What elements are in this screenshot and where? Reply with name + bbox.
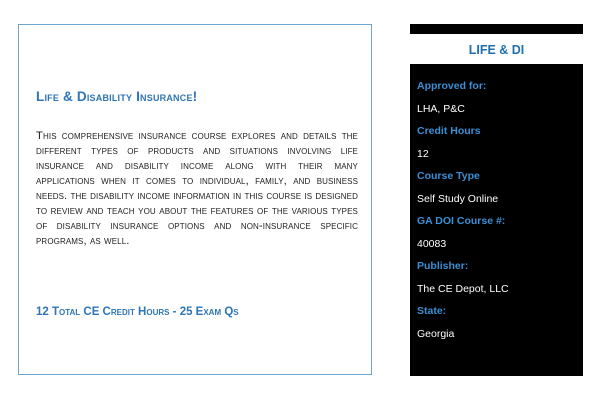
detail-ga-doi-course [417, 213, 583, 258]
course-credit-summary: 12 Total CE Credit Hours - 25 Exam Qs [36, 306, 239, 318]
detail-value: Georgia [417, 328, 455, 340]
detail-credit-hours [417, 123, 583, 168]
detail-label: State: [417, 305, 447, 317]
course-details-list [410, 64, 583, 348]
detail-state [417, 303, 583, 348]
sidebar-title: LIFE & DI [468, 43, 525, 57]
detail-label: Publisher: [417, 260, 469, 272]
detail-value: LHA, P&C [417, 103, 465, 115]
course-card [18, 24, 372, 375]
sidebar-top-bar [410, 24, 583, 34]
detail-value: Self Study Online [417, 193, 499, 205]
detail-publisher [417, 258, 583, 303]
course-description: This comprehensive insurance course explores and details the different types of products and situations involving life insurance and disability income along with their many applications when it comes to individual, family, and business needs. the disability income information in this course is designed to review and teach you about the features of the various types of disability insurance options and non-insurance specific programs, as well. [36, 130, 358, 247]
detail-label: Credit Hours [417, 125, 481, 137]
detail-course-type [417, 168, 583, 213]
detail-value: The CE Depot, LLC [417, 283, 509, 295]
course-details-panel [410, 64, 583, 376]
detail-label: Approved for: [417, 80, 487, 92]
detail-approved-for [417, 78, 583, 123]
detail-value: 40083 [417, 238, 447, 250]
course-title: Life & Disability Insurance! [36, 89, 198, 104]
detail-value: 12 [417, 148, 429, 160]
detail-label: Course Type [417, 170, 480, 182]
detail-label: GA DOI Course #: [417, 215, 506, 227]
